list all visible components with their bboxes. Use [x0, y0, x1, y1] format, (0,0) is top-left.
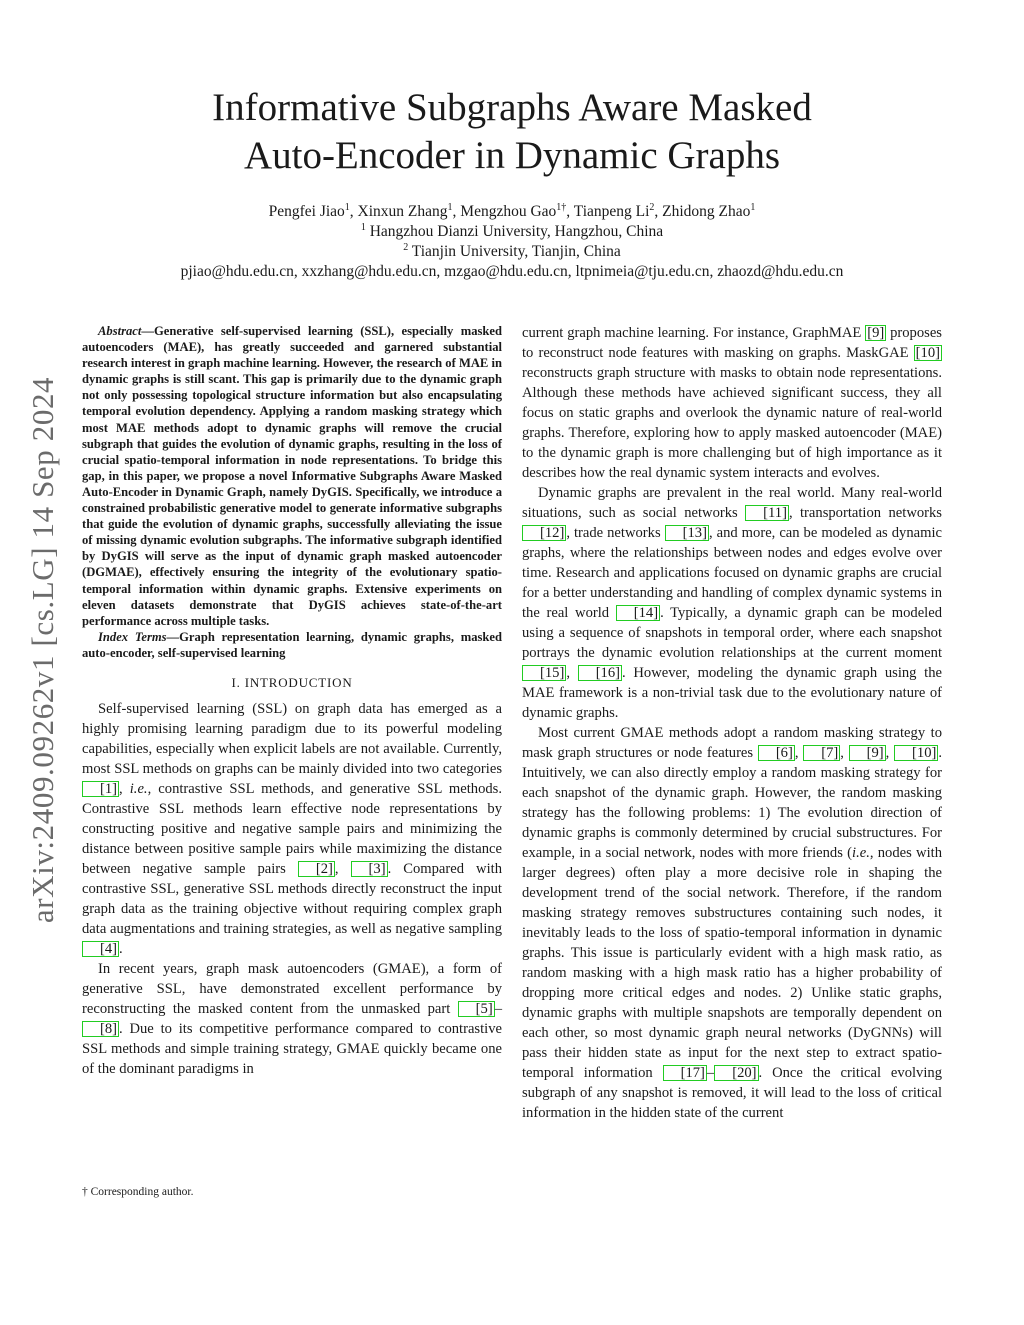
citation-link[interactable]: [7] [803, 745, 840, 761]
author-emails: pjiao@hdu.edu.cn, xxzhang@hdu.edu.cn, mzgao@hdu.edu.cn, ltpnimeia@tju.edu.cn, zhaozd@hdu.edu.cn [180, 263, 844, 280]
title-line-2: Auto-Encoder in Dynamic Graphs [243, 134, 781, 177]
index-terms-text: —Graph representation learning, dynamic graphs, masked auto-encoder, self-supervised learning [82, 629, 502, 660]
citation-link[interactable]: [10] [894, 745, 938, 761]
citation-link[interactable]: [2] [298, 861, 335, 877]
author-name: Tianpeng Li [573, 203, 650, 220]
paragraph: Self-supervised learning (SSL) on graph data has emerged as a highly promising learning paradigm due to its powerful modeling capabilities, especially when explicit labels are not available. Currently, most SSL methods on graphs can be mainly divided into two categories [1] , i.e., contrastive SSL methods, and generative SSL methods. Contrastive SSL methods learn effective node representations by constructing positive and negative sample pairs and minimizing the distance between positive sample pairs while maximizing the distance between negative sample pairs [2] , [3] . Compared with contrastive SSL, generative SSL methods directly reconstruct the input graph data as the training objective without requiring complex graph data augmentations and training strategies, as well as negative sampling [4] . [82, 700, 503, 957]
citation-link[interactable]: [16] [578, 665, 622, 681]
title-line-1: Informative Subgraphs Aware Masked [212, 86, 812, 129]
citation-link[interactable]: [13] [665, 525, 709, 541]
paper-title [120, 84, 904, 180]
right-column [522, 323, 942, 1123]
citation-link[interactable]: [14] [616, 605, 660, 621]
section-heading-introduction: I. INTRODUCTION [231, 674, 353, 690]
citation-link[interactable]: [5] [458, 1001, 495, 1017]
author-name: Zhidong Zhao [662, 203, 751, 220]
author-list: Pengfei Jiao$^1$, Xinxun Zhang$^1$, Mengzhou Gao$^{1\dagger}$, Tianpeng Li$^2$, Zhidong Zhao$^1$ [268, 201, 756, 220]
footnote: † Corresponding author. [82, 1186, 194, 1198]
author-block [80, 202, 944, 282]
citation-link[interactable]: [9] [849, 745, 886, 761]
citation-link[interactable]: [20] [714, 1065, 758, 1081]
abstract [82, 323, 502, 629]
citation-link[interactable]: [4] [82, 941, 119, 957]
citation-link[interactable]: [17] [663, 1065, 707, 1081]
citation-link[interactable]: [15] [522, 665, 566, 681]
arxiv-stamp-text: arXiv:2409.09262v1 [cs.LG] 14 Sep 2024 [25, 376, 61, 924]
citation-link[interactable]: [12] [522, 525, 566, 541]
citation-link[interactable]: [6] [758, 745, 795, 761]
left-column [82, 323, 502, 1079]
paragraph: current graph machine learning. For instance, GraphMAE [9] proposes to reconstruct node features with masking on graphs. MaskGAE [10] reconstructs graph structure with masks to obtain node representations. Although these methods have achieved significant success, they all focus on static graphs and overlook the dynamic nature of real-world graphs. Therefore, exploring how to apply masked autoencoder (MAE) to the dynamic graph is more challenging but of high importance as it describes how the real dynamic system interacts and evolves. [522, 325, 942, 481]
affiliation-2: $^2$ Tianjin University, Tianjin, China [403, 241, 621, 260]
index-terms [82, 629, 502, 661]
author-name: Mengzhou Gao [460, 203, 557, 220]
index-terms-label: Index Terms [98, 629, 167, 644]
affiliation-1: $^1$ Hangzhou Dianzi University, Hangzhou, China [360, 221, 664, 240]
author-name: Pengfei Jiao [268, 203, 345, 220]
citation-link[interactable]: [1] [82, 781, 119, 797]
paragraph: Most current GMAE methods adopt a random masking strategy to mask graph structures or node features [6] , [7] , [9] , [10] . Intuitively, we can also directly employ a random masking strategy for each snapshot of the dynamic graph. However, the random masking strategy has the following problems: 1) The evolution direction of dynamic graphs is commonly determined by crucial substructures. For example, in a social network, nodes with more friends (i.e., nodes with larger degrees) often play a more decisive role in shaping the development trend of the social network. Therefore, if the random masking strategy removes substructures containing such nodes, it inevitably leads to the loss of spatio-temporal information in dynamic graphs. This issue is particularly evident with a high mask ratio, as random masking with a high mask ratio has a higher probability of dropping more critical edges and nodes. 2) Unlike static graphs, dynamic graphs with multiple snapshots are temporally dependent on each other, so most dynamic graph neural networks (DyGNNs) will pass their hidden state as input for the next step to extract spatio-temporal information [17] – [20] . Once the critical evolving subgraph of any snapshot is removed, it will lead to the loss of critical information in the hidden state of the current [522, 725, 943, 1121]
abstract-label: Abstract [98, 324, 142, 338]
paragraph: Dynamic graphs are prevalent in the real world. Many real-world situations, such as social networks [11] , transportation networks [12] , trade networks [13] , and more, can be modeled as dynamic graphs, where the relationships between nodes and edges evolve over time. Research and applications focused on dynamic graphs are crucial for a better understanding and handling of complex dynamic systems in the real world [14] . Typically, a dynamic graph can be modeled using a sequence of snapshots in temporal order, where each snapshot portrays the dynamic evolution relationships at the current moment [15] , [16] . However, modeling the dynamic graph using the MAE framework is a non-trivial task due to the evolutionary nature of dynamic graphs. [522, 485, 942, 721]
abstract-text: —Generative self-supervised learning (SSL), especially masked autoencoders (MAE), has greatly succeeded and garnered substantial research interest in graph machine learning. However, the research of MAE in dynamic graphs is still scant. This gap is primarily due to the dynamic graph not only possessing topological structure information but also encapsulating temporal evolution dependency. Applying a random masking strategy which most MAE methods adopt to dynamic graphs will remove the crucial subgraph that guides the evolution of dynamic graphs, resulting in the loss of crucial spatio-temporal information in node representations. To bridge this gap, in this paper, we propose a novel Informative Subgraphs Aware Masked Auto-Encoder in Dynamic Graph, namely DyGIS. Specifically, we introduce a constrained probabilistic generative model to generate informative subgraphs that guide the evolution of dynamic graphs, successfully alleviating the issue of missing dynamic evolution subgraphs. The informative subgraph identified by DyGIS will serve as the input of dynamic graph masked autoencoder (DGMAE), effectively ensuring the integrity of the evolutionary spatio-temporal information within dynamic graphs. Extensive experiments on eleven datasets demonstrate that DyGIS achieves state-of-the-art performance across multiple tasks. [82, 324, 502, 628]
citation-link[interactable]: [11] [745, 505, 789, 521]
citation-link[interactable]: [8] [82, 1021, 119, 1037]
author-name: Xinxun Zhang [357, 203, 448, 220]
arxiv-stamp [20, 350, 66, 950]
citation-link[interactable]: [10] [915, 345, 940, 361]
paragraph: In recent years, graph mask autoencoders (GMAE), a form of generative SSL, have demonstrated excellent performance by reconstructing the masked content from the unmasked part [5] –[8] . Due to its competitive performance compared to contrastive SSL methods and simple training strategy, GMAE quickly became one of the dominant paradigms in [82, 960, 502, 1077]
citation-link[interactable]: [3] [351, 861, 388, 877]
citation-link[interactable]: [9] [867, 325, 885, 341]
